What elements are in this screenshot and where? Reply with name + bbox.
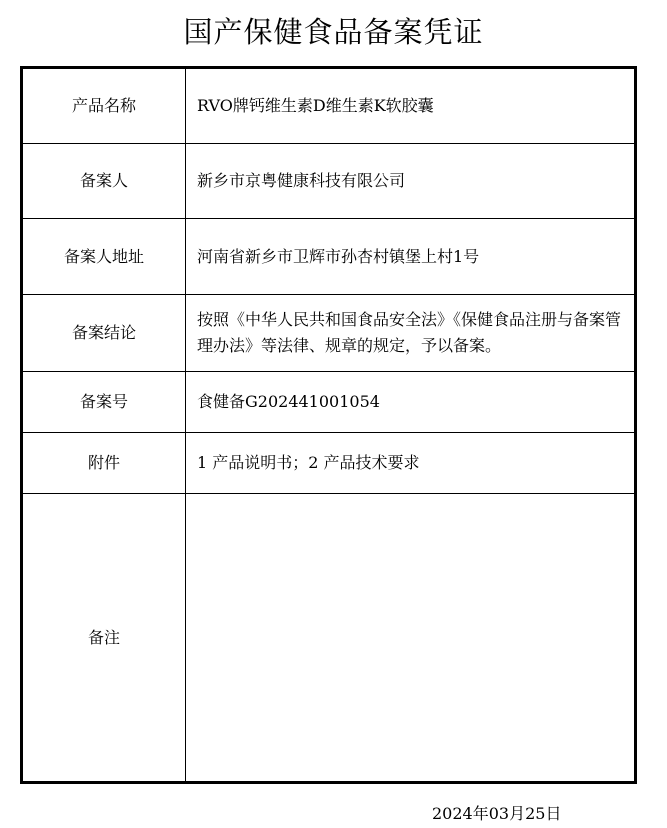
attachments-value: 1 产品说明书；2 产品技术要求 (186, 433, 636, 494)
registrant-label: 备案人 (22, 144, 186, 219)
table-row-product-name (22, 68, 636, 144)
table-row-attachments (22, 433, 636, 494)
filing-conclusion-value: 按照《中华人民共和国食品安全法》《保健食品注册与备案管理办法》等法律、规章的规定，予以备案。 (186, 295, 636, 372)
issue-date: 2024年03月25日 (432, 804, 562, 823)
filing-number-value: 食健备G202441001054 (186, 372, 636, 433)
document-title: 国产保健食品备案凭证 (183, 15, 484, 49)
filing-record-table (20, 66, 637, 784)
remarks-value (186, 494, 636, 783)
product-name-value: RVO牌钙维生素D维生素K软胶囊 (186, 68, 636, 144)
filing-conclusion-label: 备案结论 (22, 295, 186, 372)
registrant-address-label: 备案人地址 (22, 219, 186, 295)
table-row-remarks (22, 494, 636, 783)
filing-number-label: 备案号 (22, 372, 186, 433)
attachments-label: 附件 (22, 433, 186, 494)
registrant-address-value: 河南省新乡市卫辉市孙杏村镇堡上村1号 (186, 219, 636, 295)
table-row-filing-conclusion (22, 295, 636, 372)
registrant-value: 新乡市京粤健康科技有限公司 (186, 144, 636, 219)
remarks-label: 备注 (22, 494, 186, 783)
table-row-filing-number (22, 372, 636, 433)
table-row-registrant (22, 144, 636, 219)
table-row-registrant-address (22, 219, 636, 295)
product-name-label: 产品名称 (22, 68, 186, 144)
